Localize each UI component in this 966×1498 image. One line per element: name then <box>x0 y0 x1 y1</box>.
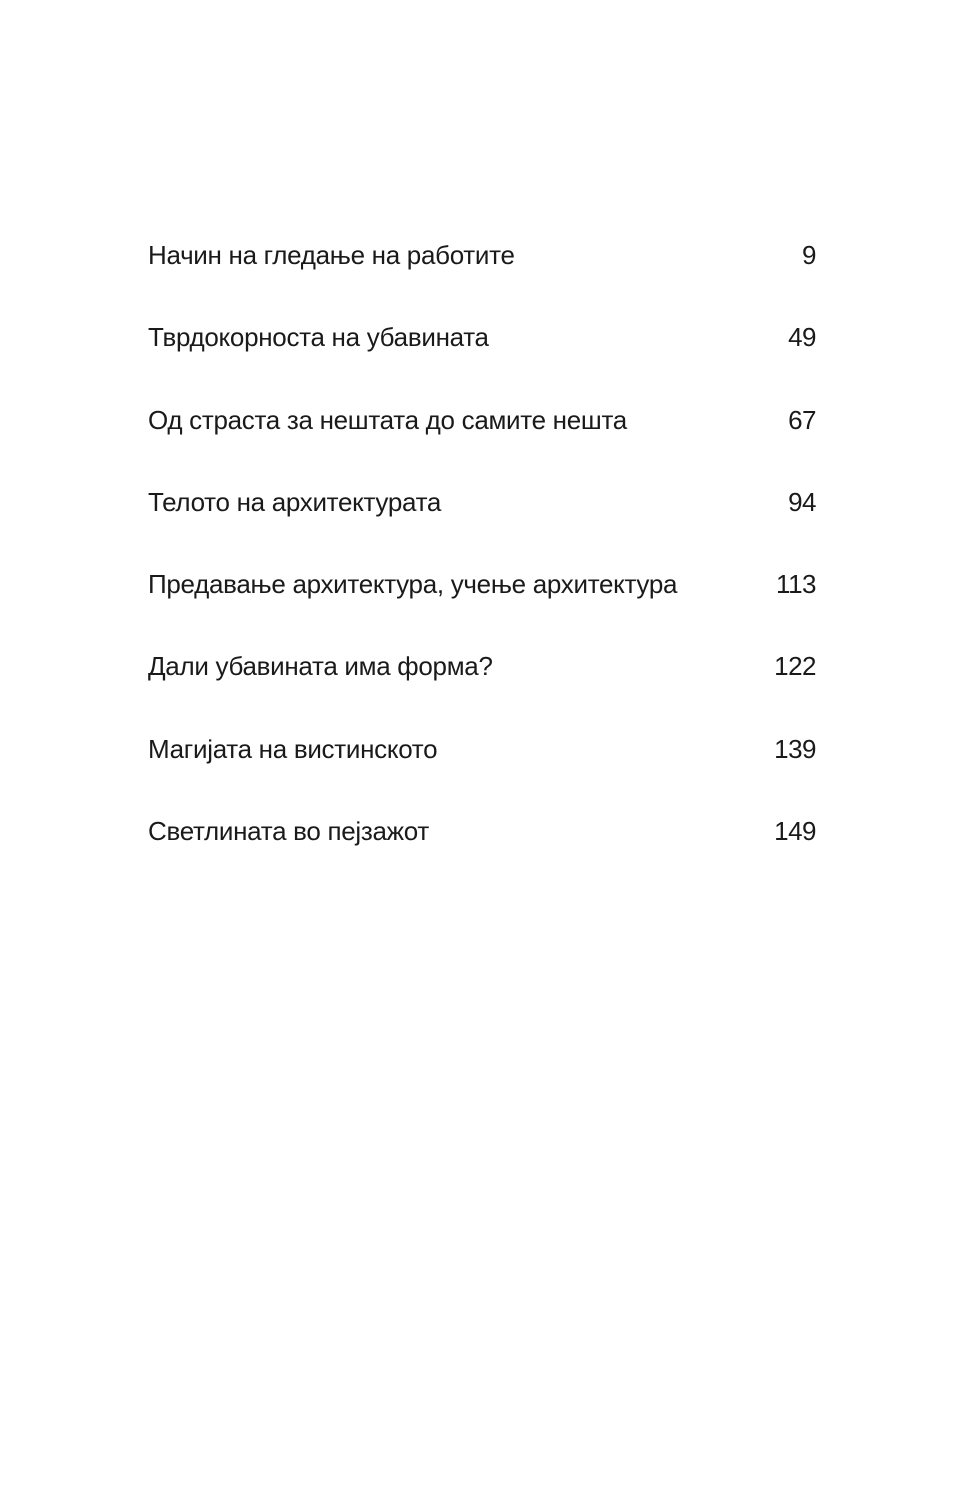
toc-entry[interactable] <box>148 651 816 733</box>
toc-entry[interactable] <box>148 569 816 651</box>
toc-entry-page: 49 <box>788 322 816 353</box>
toc-entry-title: Од страста за нештата до самите нешта <box>148 404 627 435</box>
toc-entry-title: Начин на гледање на работите <box>148 240 515 270</box>
toc-entry[interactable] <box>148 487 816 569</box>
toc-entry[interactable] <box>148 816 816 898</box>
toc-entry-title: Дали убавината има форма? <box>148 651 493 682</box>
toc-entry-page: 149 <box>774 816 816 847</box>
toc-entry[interactable] <box>148 322 816 404</box>
toc-entry[interactable] <box>148 734 816 816</box>
toc-entry-page: 113 <box>776 569 816 600</box>
toc-entry-page: 9 <box>802 240 816 270</box>
toc-entry-title: Светлината во пејзажот <box>148 816 429 847</box>
toc-entry-page: 94 <box>788 486 816 517</box>
toc-entry-page: 122 <box>774 651 816 682</box>
toc-entry-page: 67 <box>788 404 816 435</box>
toc-entry-page: 139 <box>774 733 816 764</box>
table-of-contents <box>148 240 816 898</box>
toc-entry-title: Тврдокорноста на убавината <box>148 322 489 353</box>
toc-entry-title: Предавање архитектура, учење архитектура <box>148 569 678 600</box>
toc-entry[interactable] <box>148 240 816 322</box>
toc-entry-title: Магијата на вистинското <box>148 733 438 764</box>
toc-entry[interactable] <box>148 405 816 487</box>
toc-entry-title: Телото на архитектурата <box>148 486 442 517</box>
